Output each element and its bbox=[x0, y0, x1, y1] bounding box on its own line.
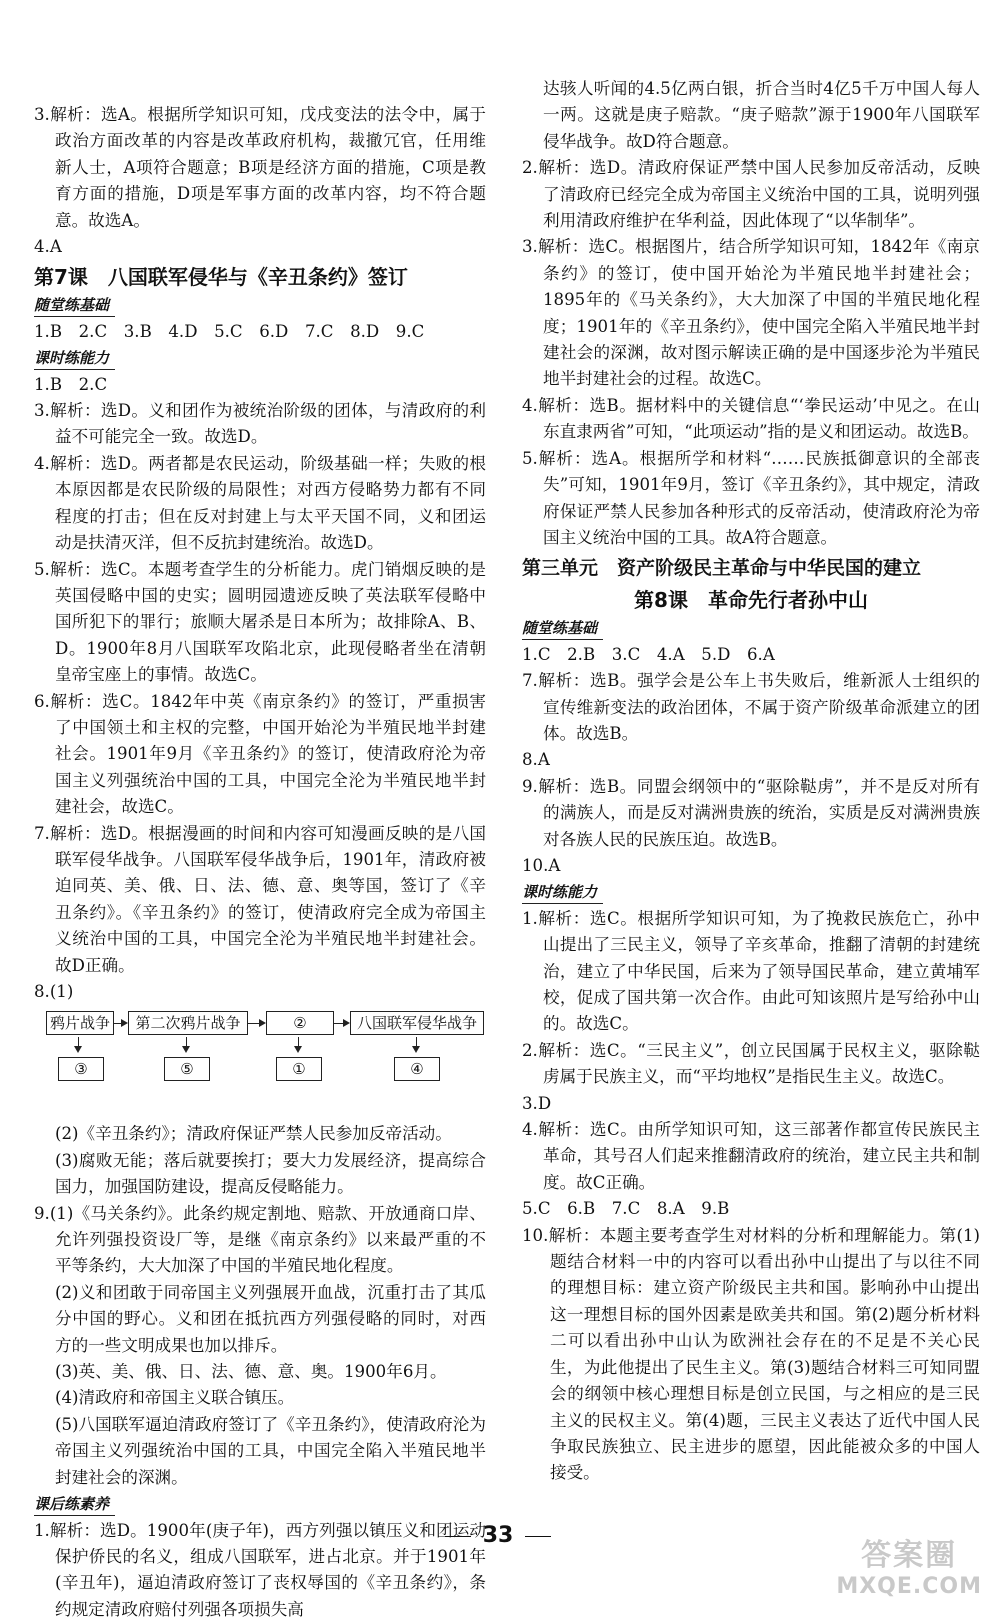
literacy-answer-2: 2.解析：选D。清政府保证严禁中国人民参加反帝活动，反映了清政府已经完全成为帝国主义统治中国的工具，说明列强利用清政府维护在华利益，因此体现了“以华制华”。 bbox=[522, 155, 980, 234]
arrow-down-icon bbox=[186, 1037, 187, 1051]
diagram-blank-1: ① bbox=[276, 1057, 322, 1081]
ability-answer-4: 4.解析：选D。两者都是农民运动，阶级基础一样；失败的根本原因都是农民阶级的局限性；对西方侵略势力都有不同程度的打击；但在反对封建上与太平天国不同，义和团运动是扶清灭洋，但不反抗封建统治。故选D。 bbox=[34, 451, 486, 557]
ability-answer-6: 6.解析：选C。1842年中英《南京条约》的签订，严重损害了中国领土和主权的完整，中国开始沦为半殖民地半封建社会。1901年9月《辛丑条约》的签订，使清政府沦为帝国主义列强统治中国的工具，中国完全沦为半殖民地半封建社会，故选C。 bbox=[34, 689, 486, 821]
lesson-8-title: 第8课 革命先行者孙中山 bbox=[522, 585, 980, 615]
ability-answer-7: 7.解析：选D。根据漫画的时间和内容可知漫画反映的是八国联军侵华战争。八国联军侵华战争后，1901年，清政府被迫同英、美、俄、日、法、德、意、奥等国，签订了《辛丑条约》。《辛丑条约》的签订，使清政府完全成为帝国主义统治中国的工具，中国完全沦为半殖民地半封建社会。故D正确。 bbox=[34, 821, 486, 979]
lesson-7-title: 第7课 八国联军侵华与《辛丑条约》签订 bbox=[34, 262, 486, 292]
section-heading-ability: 课时练能力 bbox=[522, 881, 603, 904]
diagram-blank-3: ③ bbox=[58, 1057, 104, 1081]
ability-answer-1: 1.解析：选C。根据所学知识可知，为了挽救民族危亡，孙中山提出了三民主义，领导了辛亥革命，推翻了清朝的封建统治，建立了中华民国，后来为了领导国民革命，建立黄埔军校，促成了国共第一次合作。由此可知该照片是写给孙中山的。故选C。 bbox=[522, 906, 980, 1038]
section-heading-literacy: 课后练素养 bbox=[34, 1493, 115, 1516]
literacy-answer-1: 1.解析：选D。1900年(庚子年)，西方列强以镇压义和团运动保护侨民的名义，组成八国联军，进占北京。并于1901年(辛丑年)，逼迫清政府签订了丧权辱国的《辛丑条约》，条约规定清政府赔付列强各项损失高 bbox=[34, 1518, 486, 1623]
diagram-box-second-opium-war: 第二次鸦片战争 bbox=[128, 1011, 248, 1035]
ability-answers-1-2: 1.B 2.C bbox=[34, 372, 486, 398]
ability-answer-9-3: (3)英、美、俄、日、法、德、意、奥。1900年6月。 bbox=[34, 1359, 486, 1385]
arrow-down-icon bbox=[78, 1037, 79, 1051]
ability-answer-8-3: (3)腐败无能；落后就要挨打；要大力发展经济，提高综合国力，加强国防建设，提高反侵略能力。 bbox=[34, 1148, 486, 1201]
basic-answer-7: 7.解析：选B。强学会是公车上书失败后，维新派人士组织的宣传维新变法的政治团体，不属于资产阶级革命派建立的团体。故选B。 bbox=[522, 668, 980, 747]
ability-answer-9-5: (5)八国联军逼迫清政府签订了《辛丑条约》，使清政府沦为帝国主义列强统治中国的工具，中国完全陷入半殖民地半封建社会的深渊。 bbox=[34, 1412, 486, 1491]
basic-answer-9: 9.解析：选B。同盟会纲领中的“驱除鞑虏”，并不是反对所有的满族人，而是反对满洲贵族的统治，实质是反对满洲贵族对各族人民的民族压迫。故选B。 bbox=[522, 774, 980, 853]
basic-answer-8: 8.A bbox=[522, 747, 980, 773]
arrow-right-icon bbox=[248, 1023, 264, 1024]
divider bbox=[525, 1536, 551, 1537]
ability-answer-9-1: 9.(1)《马关条约》。此条约规定割地、赔款、开放通商口岸、允许列强投资设厂等，是继《南京条约》以来最严重的不平等条约，大大加深了中国的半殖民地化程度。 bbox=[34, 1201, 486, 1280]
unit-3-title: 第三单元 资产阶级民主革命与中华民国的建立 bbox=[522, 553, 980, 583]
right-column bbox=[522, 76, 980, 1487]
literacy-answer-3: 3.解析：选C。根据图片，结合所学知识可知，1842年《南京条约》的签订，使中国开始沦为半殖民地半封建社会；1895年的《马关条约》，大大加深了中国的半殖民地化程度；1901年的《辛丑条约》，使中国完全陷入半殖民地半封建社会的深渊，故对图示解读正确的是中国逐步沦为半殖民地半封建社会的过程。故选C。 bbox=[522, 234, 980, 392]
arrow-down-icon bbox=[416, 1037, 417, 1051]
section-heading-ability: 课时练能力 bbox=[34, 347, 115, 370]
answer-4: 4.A bbox=[34, 234, 486, 260]
ability-answer-8-label: 8.(1) bbox=[34, 979, 486, 1005]
left-column bbox=[34, 102, 486, 1623]
ability-answer-10: 10.解析：本题主要考查学生对材料的分析和理解能力。第(1)题结合材料一中的内容可以看出孙中山提出了与以往不同的理想目标：建立资产阶级民主共和国。影响孙中山提出这一理想目标的国外因素是欧美共和国。第(2)题分析材料二可以看出孙中山认为欧洲社会存在的不足是不关心民生，为此他提出了民生主义。第(3)题结合材料三可知同盟会的纲领中核心理想目标是创立民国，与之相应的是三民主义的民权主义。第(4)题，三民主义表达了近代中国人民争取民族独立、民主进步的愿望，因此能被众多的中国人接受。 bbox=[522, 1223, 980, 1487]
diagram-box-eight-nation: 八国联军侵华战争 bbox=[350, 1011, 484, 1035]
diagram-blank-4: ④ bbox=[394, 1057, 440, 1081]
basic-answers: 1.B 2.C 3.B 4.D 5.C 6.D 7.C 8.D 9.C bbox=[34, 319, 486, 345]
ability-answer-3: 3.解析：选D。义和团作为被统治阶级的团体，与清政府的利益不可能完全一致。故选D。 bbox=[34, 398, 486, 451]
ability-answer-8-2: (2)《辛丑条约》；清政府保证严禁人民参加反帝活动。 bbox=[34, 1121, 486, 1147]
diagram-blank-5: ⑤ bbox=[164, 1057, 210, 1081]
answer-3: 3.解析：选A。根据所学知识可知，戊戌变法的法令中，属于政治方面改革的内容是改革政府机构，裁撤冗官，任用维新人士，A项符合题意；B项是经济方面的措施，C项是教育方面的措施，D项是军事方面的改革内容，均不符合题意。故选A。 bbox=[34, 102, 486, 234]
arrow-down-icon bbox=[298, 1037, 299, 1051]
watermark-logo bbox=[836, 1530, 982, 1599]
ability-answer-9-4: (4)清政府和帝国主义联合镇压。 bbox=[34, 1385, 486, 1411]
diagram-box-blank-2: ② bbox=[266, 1011, 334, 1035]
arrow-right-icon bbox=[114, 1023, 126, 1024]
watermark-url: MXQE.COM bbox=[836, 1574, 982, 1599]
arrow-right-icon bbox=[334, 1023, 348, 1024]
section-heading-basic: 随堂练基础 bbox=[522, 617, 603, 640]
war-flow-diagram bbox=[34, 1007, 486, 1119]
watermark-text: 答案圈 bbox=[836, 1530, 982, 1574]
ability-answer-2: 2.解析：选C。“三民主义”，创立民国属于民权主义，驱除鞑虏属于民族主义，而“平均地权”是指民生主义。故选C。 bbox=[522, 1038, 980, 1091]
diagram-box-opium-war: 鸦片战争 bbox=[46, 1011, 114, 1035]
basic-answers: 1.C 2.B 3.C 4.A 5.D 6.A bbox=[522, 642, 980, 668]
literacy-answer-1-continued: 达骇人听闻的4.5亿两白银，折合当时4亿5千万中国人每人一两。这就是庚子赔款。“庚子赔款”源于1900年八国联军侵华战争。故D符合题意。 bbox=[522, 76, 980, 155]
ability-answer-5: 5.解析：选C。本题考查学生的分析能力。虎门销烟反映的是英国侵略中国的史实；圆明园遗迹反映了英法联军侵略中国所犯下的罪行；旅顺大屠杀是日本所为；故排除A、B、D。1900年8月八国联军攻陷北京，此现侵略者坐在清朝皇帝宝座上的事情。故选C。 bbox=[34, 557, 486, 689]
ability-answer-4: 4.解析：选C。由所学知识可知，这三部著作都宣传民族民主革命，其号召人们起来推翻清政府的统治，建立民主共和制度。故C正确。 bbox=[522, 1117, 980, 1196]
ability-answers-5-9: 5.C 6.B 7.C 8.A 9.B bbox=[522, 1196, 980, 1222]
ability-answer-3: 3.D bbox=[522, 1091, 980, 1117]
literacy-answer-5: 5.解析：选A。根据所学和材料“……民族抵御意识的全部丧失”可知，1901年9月，签订《辛丑条约》，其中规定，清政府保证严禁人民参加各种形式的反帝活动，使清政府沦为帝国主义统治中国的工具。故A符合题意。 bbox=[522, 446, 980, 552]
basic-answer-10: 10.A bbox=[522, 853, 980, 879]
divider bbox=[445, 1536, 471, 1537]
literacy-answer-4: 4.解析：选B。据材料中的关键信息“‘拳民运动’中见之。在山东直隶两省”可知，“此项运动”指的是义和团运动。故选B。 bbox=[522, 393, 980, 446]
page-number-text: 33 bbox=[483, 1523, 514, 1548]
ability-answer-9-2: (2)义和团敢于同帝国主义列强展开血战，沉重打击了其瓜分中国的野心。义和团在抵抗西方列强侵略的同时，对西方的一些文明成果也加以排斥。 bbox=[34, 1280, 486, 1359]
section-heading-basic: 随堂练基础 bbox=[34, 294, 115, 317]
